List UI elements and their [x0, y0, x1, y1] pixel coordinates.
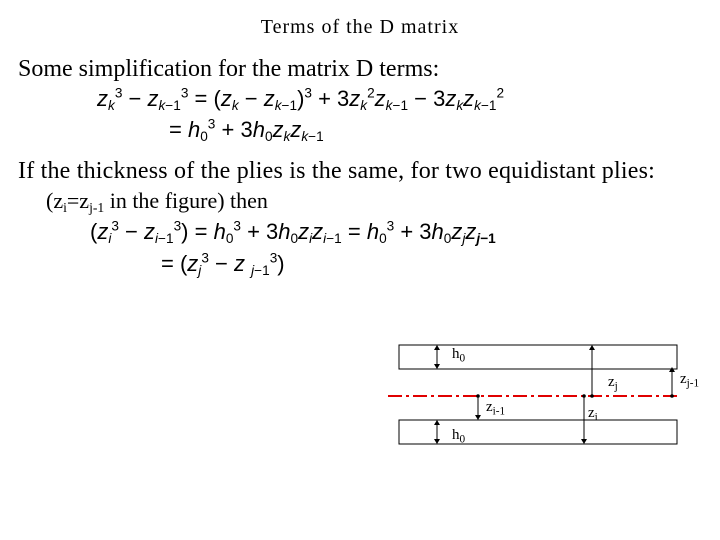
equation-3: $(z_i^3 - z_{i-1}^3) = h_0^3 + 3h_0z_iz_{i-1} = h_0^3 + 3h_0z_jz_{j-1}$ [90, 218, 496, 247]
intro-text: Some simplification for the matrix D terms: [18, 56, 440, 82]
equation-2: = $h_0^3 + 3h_0z_kz_{k-1}$ [169, 116, 324, 145]
thickness-text: If the thickness of the plies is the same, for two equidistant plies: [18, 158, 656, 184]
label-zi: $z_i$ [588, 405, 598, 424]
page-title: Terms of the D matrix [260, 16, 460, 38]
condition-text: ($z_i=z_{j-1}$ in the figure) then [46, 188, 268, 216]
equation-1: $z_k^3 - z_{k-1}^3 = (z_k - z_{k-1})^3 + 3z_k^2z_{k-1} - 3z_kz_{k-1}^2$ [97, 85, 505, 114]
label-zi-1: $z_{i-1}$ [486, 399, 506, 418]
label-h0-top: $h_0$ [452, 346, 466, 365]
label-zj-1: $z_{j-1}$ [680, 371, 700, 390]
equation-4: = ($z_j^3 - z$ $_{j-1}^3$) [161, 250, 285, 279]
label-zj: $z_j$ [608, 374, 618, 393]
top-ply [399, 345, 677, 369]
bottom-ply [399, 420, 677, 444]
label-h0-bottom: $h_0$ [452, 427, 466, 446]
